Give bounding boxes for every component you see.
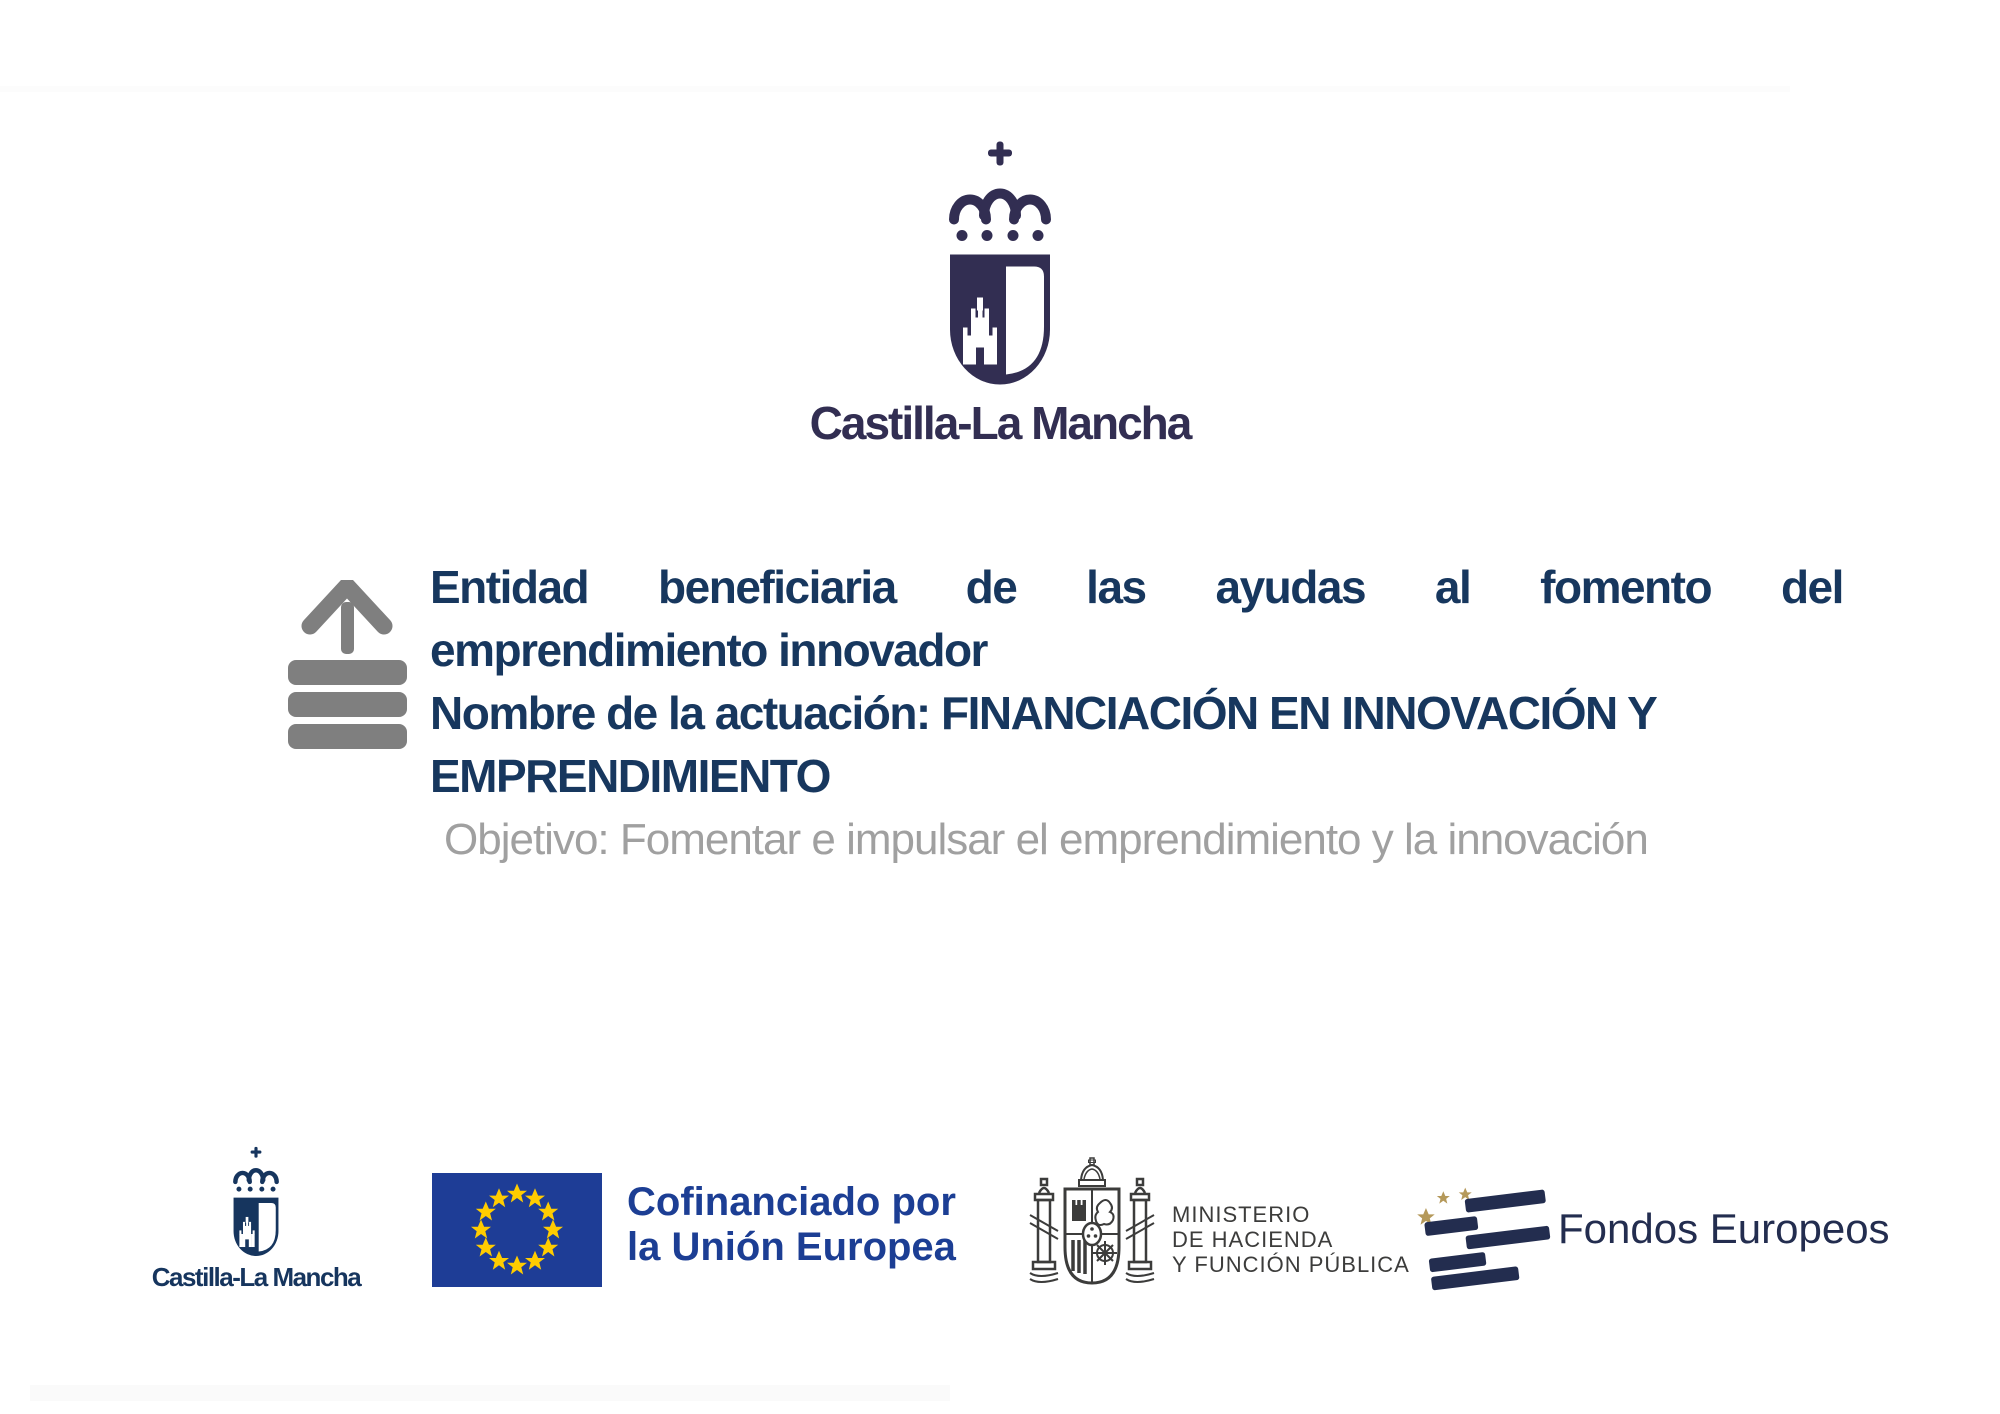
notice-line3 (430, 682, 1843, 745)
notice-word: ayudas (1215, 561, 1366, 613)
upload-arrow-stack-icon (288, 580, 407, 752)
scan-artifact-band (30, 1385, 950, 1401)
notice-line3-caps: FINANCIACIÓN EN INNOVACIÓN Y (941, 687, 1657, 739)
spain-coat-of-arms-icon (1026, 1155, 1158, 1305)
scan-artifact-band (0, 86, 1790, 92)
notice-line2: emprendimiento innovador (430, 624, 987, 676)
notice-line4: EMPRENDIMIENTO (430, 750, 830, 802)
page-title: Castilla-La Mancha (809, 397, 1191, 449)
ministry-line3: Y FUNCIÓN PÚBLICA (1172, 1252, 1410, 1277)
notice-word: de (965, 561, 1017, 613)
fondos-europeos-flag-icon (1415, 1180, 1552, 1302)
eu-cofinanced-label (627, 1180, 956, 1270)
eu-cofinanced-line1: Cofinanciado por (627, 1180, 956, 1224)
notice-word: las (1086, 561, 1146, 613)
beneficiary-notice (430, 556, 1843, 871)
fondos-europeos-label: Fondos Europeos (1558, 1205, 1890, 1252)
eu-cofinanced-line2: la Unión Europea (627, 1225, 956, 1269)
castilla-la-mancha-shield-icon (229, 1146, 283, 1256)
castilla-la-mancha-logo (940, 138, 1060, 386)
ministry-label (1172, 1202, 1410, 1277)
notice-line1 (430, 556, 1843, 619)
footer-clm-label: Castilla-La Mancha (151, 1262, 361, 1292)
notice-line3-prefix: Nombre de la actuación: (430, 687, 942, 739)
notice-word: del (1780, 561, 1843, 613)
castilla-la-mancha-shield-icon (940, 138, 1060, 386)
notice-word: fomento (1540, 561, 1712, 613)
ministry-line1: MINISTERIO (1172, 1202, 1311, 1227)
objective-line: Objetivo: Fomentar e impulsar el emprendimiento y la innovación (444, 815, 1648, 864)
ministry-line2: DE HACIENDA (1172, 1227, 1334, 1252)
notice-word: Entidad (430, 561, 589, 613)
notice-word: al (1434, 561, 1471, 613)
eu-flag-icon (432, 1173, 602, 1287)
footer-clm-logo (150, 1146, 362, 1293)
notice-word: beneficiaria (658, 561, 896, 613)
